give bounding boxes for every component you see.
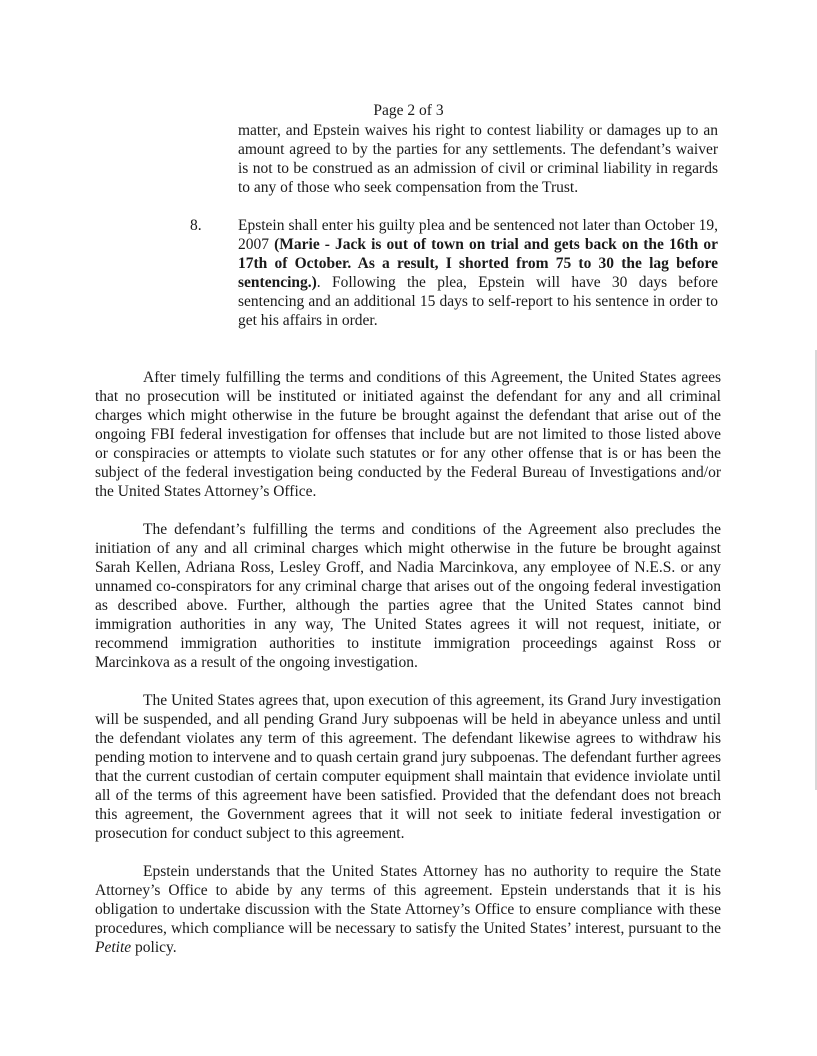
item-8-text-after: . Following the plea, Epstein will have 30 days before sentencing and an additional 15 days to self-report to his sentence in order to get his affairs in order. bbox=[238, 274, 718, 329]
paragraph-co-conspirators: The defendant’s fulfilling the terms and conditions of the Agreement also precludes the initiation of any and all criminal charges which might otherwise in the future be brought against Sarah Kellen, Adriana Ross, Lesley Groff, and Nadia Marcinkova, any employee of N.E.S. or any unnamed co-conspirators for any criminal charge that arises out of the ongoing federal investigation as described above. Further, although the parties agree that the United States cannot bind immigration authorities in any way, The United States agrees it will not request, initiate, or recommend immigration authorities to institute immigration proceedings against Ross or Marcinkova as a result of the ongoing investigation. bbox=[95, 521, 721, 671]
paragraph-non-prosecution: After timely fulfilling the terms and conditions of this Agreement, the United States agrees that no prosecution will be instituted or initiated against the defendant for any and all criminal charges which might otherwise in the future be brought against the defendant that arise out of the ongoing FBI federal investigation for offenses that include but are not limited to those listed above or conspiracies or attempts to violate such statutes or for any other offense that is or has been the subject of the federal investigation being conducted by the Federal Bureau of Investigations and/or the United States Attorney’s Office. bbox=[95, 369, 721, 500]
paragraph-petite-policy-before: Epstein understands that the United States Attorney has no authority to require the State Attorney’s Office to abide by any terms of this agreement. Epstein understands that it is his obligation to undertake discussion with the State Attorney’s Office to ensure compliance with these procedures, which compliance will be necessary to satisfy the United States’ interest, pursuant to the bbox=[95, 863, 721, 937]
item-8-text bbox=[238, 216, 718, 330]
item-8-number: 8. bbox=[190, 217, 202, 234]
item-8-text-before: Epstein shall enter his guilty plea and be sentenced not later than October 19, 2007 bbox=[238, 217, 718, 253]
petite-italic: Petite bbox=[95, 939, 132, 956]
item-8-bold-note: (Marie - Jack is out of town on trial and gets back on the 16th or 17th of October. As a result, I shorted from 75 to 30 the lag before sentencing.) bbox=[238, 236, 719, 291]
page-number-header: Page 2 of 3 bbox=[373, 102, 444, 119]
paragraph-petite-policy-after: policy. bbox=[131, 939, 177, 956]
paragraph-petite-policy bbox=[95, 862, 721, 957]
paragraph-grand-jury: The United States agrees that, upon execution of this agreement, its Grand Jury investigation will be suspended, and all pending Grand Jury subpoenas will be held in abeyance unless and until the defendant violates any term of this agreement. The defendant likewise agrees to withdraw his pending motion to intervene and to quash certain grand jury subpoenas. The defendant further agrees that the current custodian of certain computer equipment shall maintain that evidence inviolate until all of the terms of this agreement have been satisfied. Provided that the defendant does not breach this agreement, the Government agrees that it will not seek to initiate federal investigation or prosecution for conduct subject to this agreement. bbox=[95, 692, 721, 842]
item-7-continuation: matter, and Epstein waives his right to contest liability or damages up to an amount agreed to by the parties for any settlements. The defendant’s waiver is not to be construed as an admission of civil or criminal liability in regards to any of those who seek compensation from the Trust. bbox=[238, 122, 718, 196]
